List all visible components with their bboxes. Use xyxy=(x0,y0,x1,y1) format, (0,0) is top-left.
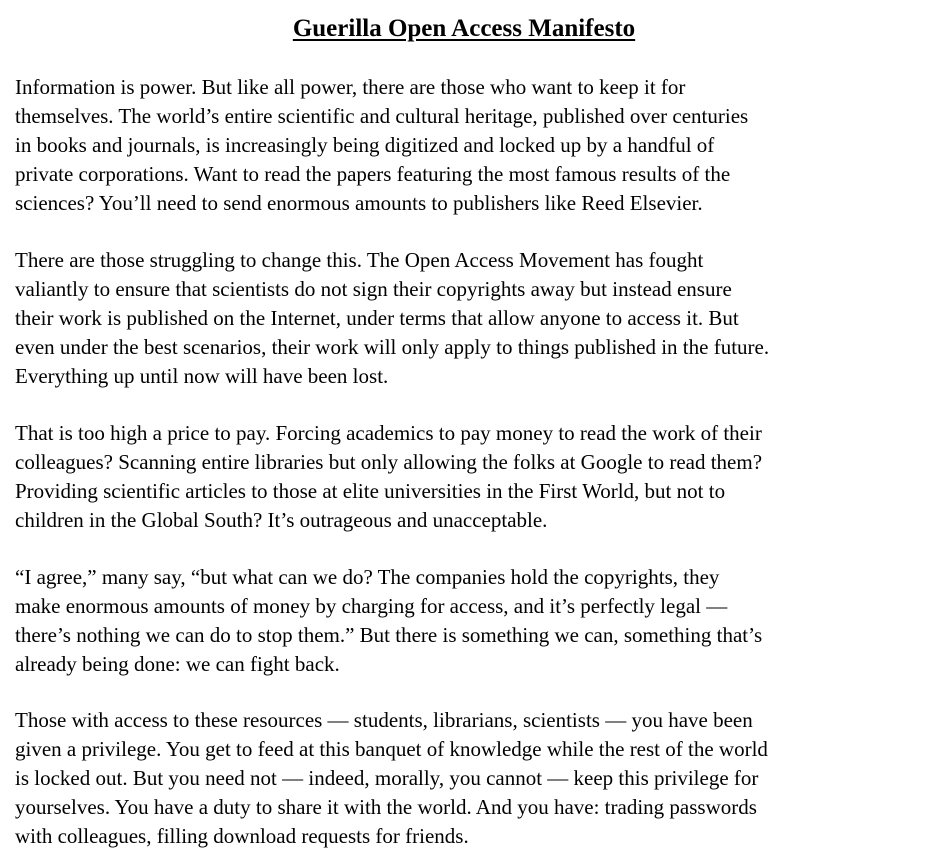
paragraph-line: already being done: we can fight back. xyxy=(15,652,340,676)
paragraph-line: Everything up until now will have been lost. xyxy=(15,364,389,388)
paragraph-line: Providing scientific articles to those at elite universities in the First World, but not to xyxy=(15,479,726,503)
paragraph-line: children in the Global South? It’s outrageous and unacceptable. xyxy=(15,508,548,532)
paragraph-line: colleagues? Scanning entire libraries but only allowing the folks at Google to read them? xyxy=(15,450,763,474)
paragraph-line: Those with access to these resources — students, librarians, scientists — you have been xyxy=(15,708,753,732)
paragraph-line: There are those struggling to change this. The Open Access Movement has fought xyxy=(15,248,704,272)
paragraph-2 xyxy=(15,246,920,391)
paragraph-line: is locked out. But you need not — indeed, morally, you cannot — keep this privilege for xyxy=(15,766,759,790)
paragraph-5 xyxy=(15,706,920,851)
paragraph-line: valiantly to ensure that scientists do not sign their copyrights away but instead ensure xyxy=(15,277,732,301)
paragraph-line: That is too high a price to pay. Forcing academics to pay money to read the work of their xyxy=(15,421,762,445)
paragraph-line: private corporations. Want to read the papers featuring the most famous results of the xyxy=(15,162,731,186)
paragraph-4 xyxy=(15,563,920,679)
paragraph-3 xyxy=(15,419,920,535)
paragraph-line: themselves. The world’s entire scientific and cultural heritage, published over centuries xyxy=(15,104,749,128)
paragraph-line: in books and journals, is increasingly being digitized and locked up by a handful of xyxy=(15,133,715,157)
paragraph-line: with colleagues, filling download requests for friends. xyxy=(15,824,469,848)
paragraph-1 xyxy=(15,73,920,218)
paragraph-line: given a privilege. You get to feed at this banquet of knowledge while the rest of the world xyxy=(15,737,768,761)
paragraph-line: make enormous amounts of money by charging for access, and it’s perfectly legal — xyxy=(15,594,728,618)
document-title: Guerilla Open Access Manifesto xyxy=(292,15,636,42)
paragraph-line: yourselves. You have a duty to share it with the world. And you have: trading passwords xyxy=(15,795,757,819)
paragraph-line: “I agree,” many say, “but what can we do? The companies hold the copyrights, they xyxy=(15,565,720,589)
paragraph-line: sciences? You’ll need to send enormous amounts to publishers like Reed Elsevier. xyxy=(15,191,703,215)
paragraph-line: even under the best scenarios, their work will only apply to things published in the future. xyxy=(15,335,770,359)
paragraph-line: Information is power. But like all power, there are those who want to keep it for xyxy=(15,75,686,99)
paragraph-line: there’s nothing we can do to stop them.” But there is something we can, something that’s xyxy=(15,623,763,647)
paragraph-line: their work is published on the Internet, under terms that allow anyone to access it. But xyxy=(15,306,739,330)
